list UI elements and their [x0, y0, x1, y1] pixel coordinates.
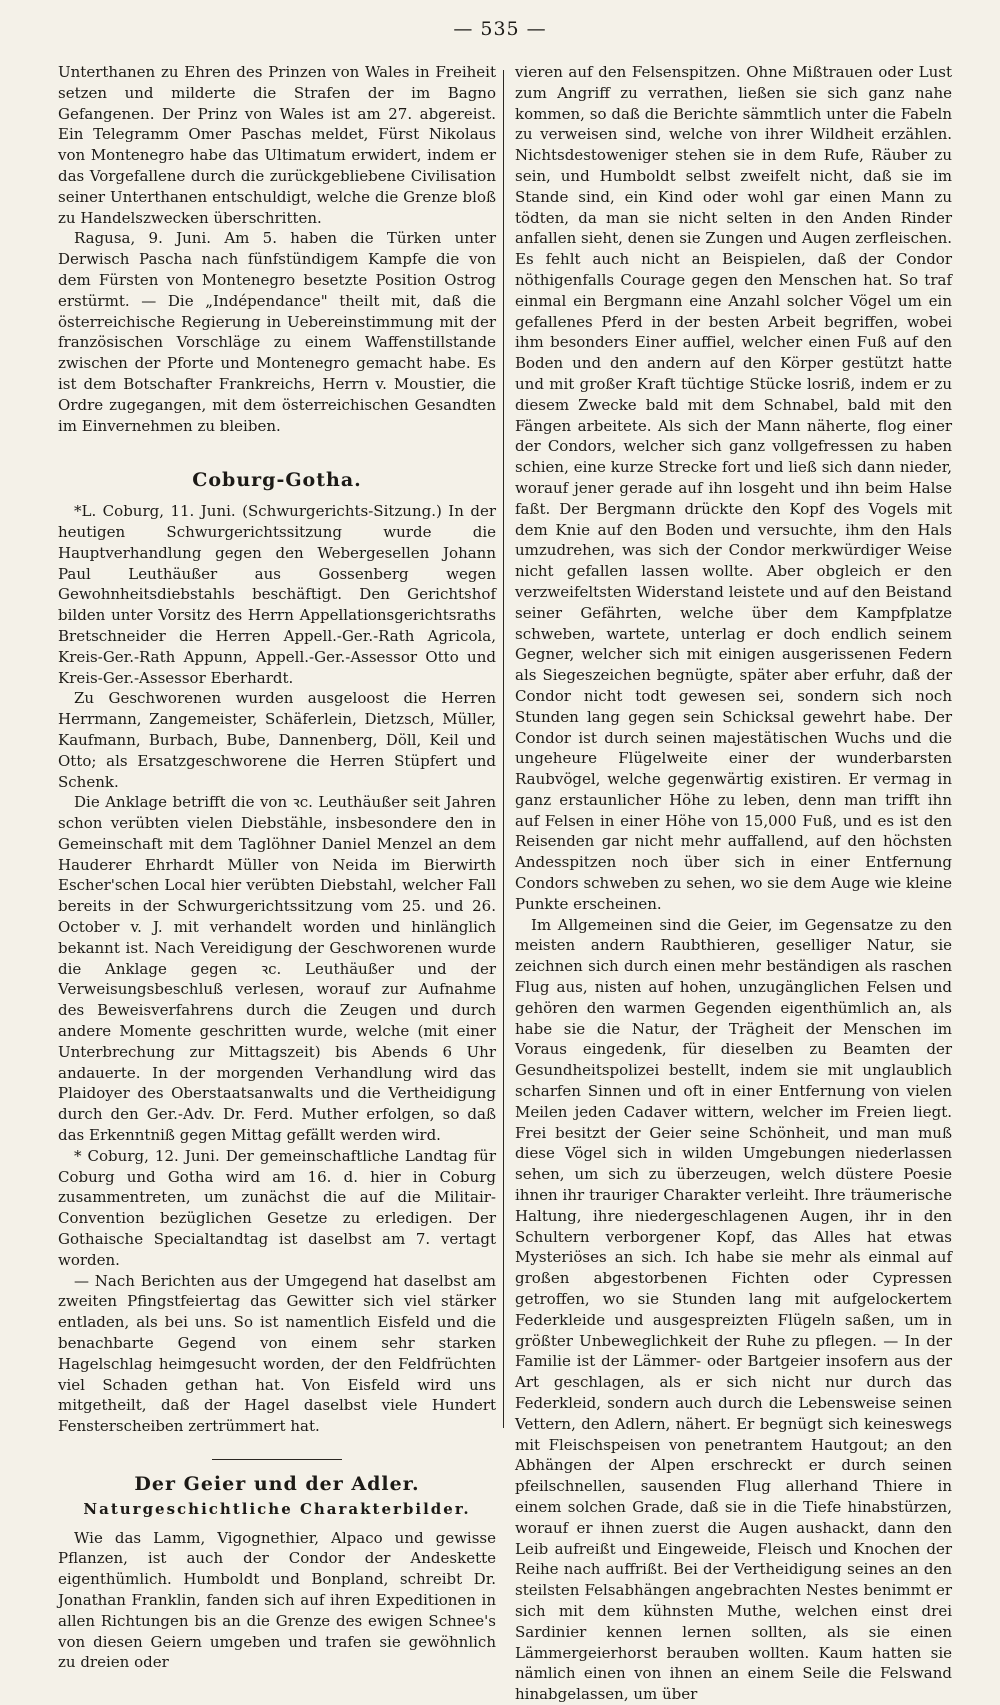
- column-divider: [503, 70, 504, 1428]
- paragraph: *L. Coburg, 11. Juni. (Schwurgerichts-Sitzung.) In der heutigen Schwurgerichtssitzung wurde die Hauptverhandlung gegen den Webergesellen Johann Paul Leuthäußer aus Gossenberg wegen Gewohnheitsdiebstahls beschäftigt. Den Gerichtshof bilden unter Vorsitz des Herrn Appellationsgerichtsraths Bretschneider die Herren Appell.-Ger.-Rath Agricola, Kreis-Ger.-Rath Appunn, Appell.-Ger.-Assessor Otto und Kreis-Ger.-Assessor Eberhardt.: [58, 502, 496, 687]
- paragraph: Zu Geschworenen wurden ausgeloost die Herren Herrmann, Zangemeister, Schäferlein, Dietzsch, Müller, Kaufmann, Burbach, Bube, Dannenberg, Döll, Keil und Otto; als Ersatzgeschworene die Herren Stüpfert und Schenk.: [58, 689, 496, 791]
- paragraph: Ragusa, 9. Juni. Am 5. haben die Türken unter Derwisch Pascha nach fünfstündigem Kampfe die von dem Fürsten von Montenegro besetzte Position Ostrog erstürmt. — Die „Indépendance" theilt mit, daß die österreichische Regierung in Uebereinstimmung mit der französischen Vorschläge zu einem Waffenstillstande zwischen der Pforte und Montenegro gemacht habe. Es ist dem Botschafter Frankreichs, Herrn v. Moustier, die Ordre zugegangen, mit dem österreichischen Gesandten im Einvernehmen zu bleiben.: [58, 229, 496, 435]
- paragraph: Unterthanen zu Ehren des Prinzen von Wales in Freiheit setzen und milderte die Strafen der im Bagno Gefangenen. Der Prinz von Wales ist am 27. abgereist. Ein Telegramm Omer Paschas meldet, Fürst Nikolaus von Montenegro habe das Ultimatum erwidert, indem er das Vorgefallene durch die zurückgebliebene Civilisation seiner Unterthanen entschuldigt, welche die Grenze bloß zu Handelszwecken überschritten.: [58, 63, 496, 227]
- article-title: Der Geier und der Adler.: [134, 1473, 420, 1495]
- page-number: — 535 —: [453, 18, 547, 40]
- paragraph: Im Allgemeinen sind die Geier, im Gegensatze zu den meisten andern Raubthieren, geselliger Natur, sie zeichnen sich durch einen mehr beständigen als raschen Flug aus, nisten auf hohen, unzugänglichen Felsen und gehören den warmen Gegenden eigenthümlich an, als habe sie die Natur, der Trägheit der Menschen im Voraus eingedenk, für dieselben zu Beamten der Gesundheitspolizei bestellt, indem sie mit unglaublich scharfen Sinnen und oft in einer Entfernung von vielen Meilen jeden Cadaver wittern, welcher im Freien liegt. Frei besitzt der Geier seine Schönheit, und man muß diese Vögel sich in wilden Umgebungen niederlassen sehen, um sich zu überzeugen, welch düstere Poesie ihnen ihr trauriger Charakter verleiht. Ihre träumerische Haltung, ihre niedergeschlagenen Augen, ihr in den Schultern verborgener Kopf, das Alles hat etwas Mysteriöses an sich. Ich habe sie mehr als einmal auf großen abgestorbenen Fichten oder Cypressen getroffen, wo sie Stunden lang mit aufgelockertem Federkleide und ausgespreizten Flügeln saßen, um in größter Unbeweglichkeit der Ruhe zu pflegen. — In der Familie ist der Lämmer- oder Bartgeier insofern aus der Art geschlagen, als er sich nicht nur durch das Federkleid, sondern auch durch die Lebensweise seinen Vettern, den Adlern, nähert. Er begnügt sich keineswegs mit Fleischspeisen von penetrantem Hautgout; an den Abhängen der Alpen erschreckt er durch seinen pfeilschnellen, sausenden Flug allerhand Thiere in einem solchen Grade, daß sie in die Tiefe hinabstürzen, worauf er ihnen zuerst die Augen aushackt, dann den Leib aufreißt und Eingeweide, Fleisch und Knochen der Reihe nach auffrißt. Bei der Vertheidigung seines an den steilsten Felsabhängen angebrachten Nestes benimmt er sich mit dem kühnsten Muthe, welchen einst drei Sardinier kennen lernen sollten, als sie einen Lämmergeierhorst berauben wollten. Kaum hatten sie nämlich einen von ihnen an einem Seile die Felswand hinabgelassen, um über: [515, 915, 952, 1704]
- paragraph: Die Anklage betrifft die von ꝛc. Leuthäußer seit Jahren schon verübten vielen Diebstähle, insbesondere den in Gemeinschaft mit dem Taglöhner Daniel Menzel an dem Hauderer Ehrhardt Müller von Neida im Bierwirth Escher'schen Local hier verübten Diebstahl, welcher Fall bereits in der Schwurgerichtssitzung vom 25. und 26. October v. J. mit verhandelt worden und hinlänglich bekannt ist. Nach Vereidigung der Geschworenen wurde die Anklage gegen ꝛc. Leuthäußer und der Verweisungsbeschluß verlesen, worauf zur Aufnahme des Beweisverfahrens durch die Zeugen und durch andere Momente geschritten wurde, welche (mit einer Unterbrechung zur Mittagszeit) bis Abends 6 Uhr andauerte. In der morgenden Verhandlung wird das Plaidoyer des Oberstaatsanwalts und die Vertheidigung durch den Ger.-Adv. Dr. Ferd. Muther erfolgen, so daß das Erkenntniß gegen Mittag gefällt werden wird.: [58, 793, 496, 1145]
- paragraph: * Coburg, 12. Juni. Der gemeinschaftliche Landtag für Coburg und Gotha wird am 16. d. hier in Coburg zusammentreten, um zunächst die auf die Militair-Convention bezüglichen Gesetze zu erledigen. Der Gothaische Specialtandtag ist daselbst am 7. vertagt worden.: [58, 1146, 496, 1269]
- paragraph: — Nach Berichten aus der Umgegend hat daselbst am zweiten Pfingstfeiertag das Gewitter sich viel stärker entladen, als bei uns. So ist namentlich Eisfeld und die benachbarte Gegend von einem sehr starken Hagelschlag heimgesucht worden, der den Feldfrüchten viel Schaden gethan hat. Von Eisfeld wird uns mitgetheilt, daß der Hagel daselbst viele Hundert Fensterscheiben zertrümmert hat.: [58, 1271, 496, 1436]
- paragraph: vieren auf den Felsenspitzen. Ohne Mißtrauen oder Lust zum Angriff zu verrathen, ließen sie sich ganz nahe kommen, so daß die Berichte sämmtlich unter die Fabeln zu verweisen sind, welche von ihrer Wildheit erzählen. Nichtsdestoweniger stehen sie in dem Rufe, Räuber zu sein, und Humboldt selbst zweifelt nicht, daß sie im Stande sind, ein Kind oder wohl gar einen Mann zu tödten, da man sie nicht selten in den Anden Rinder anfallen sieht, denen sie Zungen und Augen zerfleischen. Es fehlt auch nicht an Beispielen, daß der Condor nöthigenfalls Courage gegen den Menschen hat. So traf einmal ein Bergmann eine Anzahl solcher Vögel um ein gefallenes Pferd in der besten Arbeit begriffen, wobei ihm besonders Einer auffiel, welcher einen Fuß auf den Boden und den andern auf den Körper gestützt hatte und mit großer Kraft tüchtige Stücke losriß, indem er zu diesem Zwecke bald mit dem Schnabel, bald mit den Fängen arbeitete. Als sich der Mann näherte, flog einer der Condors, welcher sich ganz vollgefressen zu haben schien, eine kurze Strecke fort und ließ sich dann nieder, worauf jener gerade auf ihn losgeht und ihn beim Halse faßt. Der Bergmann drückte den Kopf des Vogels mit dem Knie auf den Boden und versuchte, ihm den Hals umzudrehen, was sich der Condor merkwürdiger Weise nicht gefallen lassen wollte. Aber obgleich er den verzweifeltsten Widerstand leistete und auf den Beistand seiner Gefährten, welche über dem Kampfplatze schweben, wartete, unterlag er doch endlich seinem Gegner, welcher sich mit einigen ausgerissenen Federn als Siegeszeichen begnügte, später aber erfuhr, daß der Condor nicht todt gewesen sei, sondern sich noch Stunden lang gegen sein Schicksal gewehrt habe. Der Condor ist durch seinen majestätischen Wuchs und die ungeheure Flügelweite einer der wunderbarsten Raubvögel, welche gegenwärtig existiren. Er vermag in ganz erstaunlicher Höhe zu leben, denn man trifft ihn auf Felsen in einer Höhe von 15,000 Fuß, und es ist den Reisenden gar nicht mehr auffallend, auf den höchsten Andesspitzen noch über sich in einer Entfernung Condors schweben zu sehen, wo sie dem Auge wie kleine Punkte erscheinen.: [515, 63, 952, 913]
- separator-rule: [212, 1459, 342, 1460]
- article-subtitle: Naturgeschichtliche Charakterbilder.: [83, 1499, 471, 1518]
- section-title: Coburg-Gotha.: [192, 469, 362, 492]
- paragraph: Wie das Lamm, Vigognethier, Alpaco und gewisse Pflanzen, ist auch der Condor der Andeskette eigenthümlich. Humboldt und Bonpland, schreibt Dr. Jonathan Franklin, fanden sich auf ihren Expeditionen in allen Richtungen bis an die Grenze des ewigen Schnee's von diesen Geiern umgeben und trafen sie gewöhnlich zu dreien oder: [58, 1528, 496, 1672]
- left-column: [58, 62, 496, 1673]
